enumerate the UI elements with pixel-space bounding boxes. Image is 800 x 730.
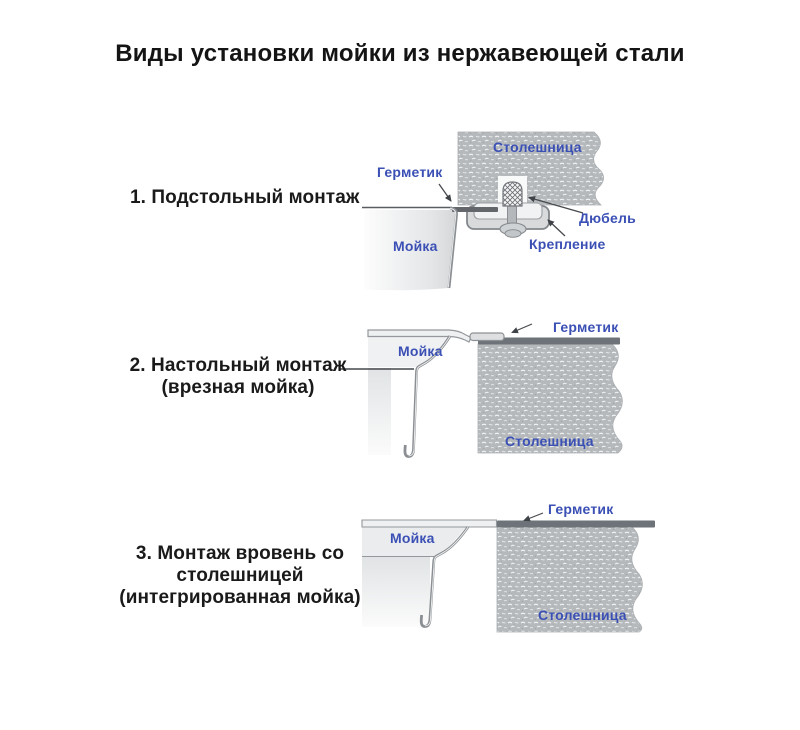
sealant-1-arrow <box>439 184 451 201</box>
sealant-3-strip <box>497 521 655 528</box>
sink-2-flange-on-counter <box>470 333 504 341</box>
sink-flange-bar <box>452 207 498 212</box>
undermount-diagram <box>362 132 604 290</box>
label-sealant-1: Герметик <box>377 164 443 180</box>
section-2-title <box>122 355 354 399</box>
sink-3-rim-flush <box>362 520 497 527</box>
label-dowel: Дюбель <box>579 210 636 226</box>
label-sink-1: Мойка <box>393 238 438 254</box>
dowel-shape <box>503 182 522 206</box>
sink-2-lower-shade <box>368 368 391 455</box>
page-title: Виды установки мойки из нержавеющей стали <box>115 40 685 68</box>
sealant-2-arrow <box>512 324 532 333</box>
label-countertop-1: Столешница <box>493 139 582 155</box>
label-countertop-3: Столешница <box>538 607 627 623</box>
label-countertop-2: Столешница <box>505 433 594 449</box>
label-fastener: Крепление <box>529 236 606 252</box>
section-3-title <box>118 543 362 609</box>
label-sealant-3: Герметик <box>548 501 614 517</box>
sink-3-lower-shade <box>362 557 430 627</box>
section-3-title-line-2: столешницей <box>176 565 304 586</box>
section-2-title-line-2: (врезная мойка) <box>161 377 315 398</box>
label-sealant-2: Герметик <box>553 319 619 335</box>
section-3-title-line-3: (интегрированная мойка) <box>119 587 361 608</box>
section-3-title-line-1: 3. Монтаж вровень со <box>135 543 345 564</box>
screw-nut-cap <box>505 230 521 238</box>
sealant-3-arrow <box>524 513 543 521</box>
label-sink-2: Мойка <box>398 343 443 359</box>
section-2-title-line-1: 2. Настольный монтаж <box>129 355 347 376</box>
label-sink-3: Мойка <box>390 530 435 546</box>
section-1-title: 1. Подстольный монтаж <box>130 187 360 208</box>
fastener-arrow <box>548 220 565 236</box>
